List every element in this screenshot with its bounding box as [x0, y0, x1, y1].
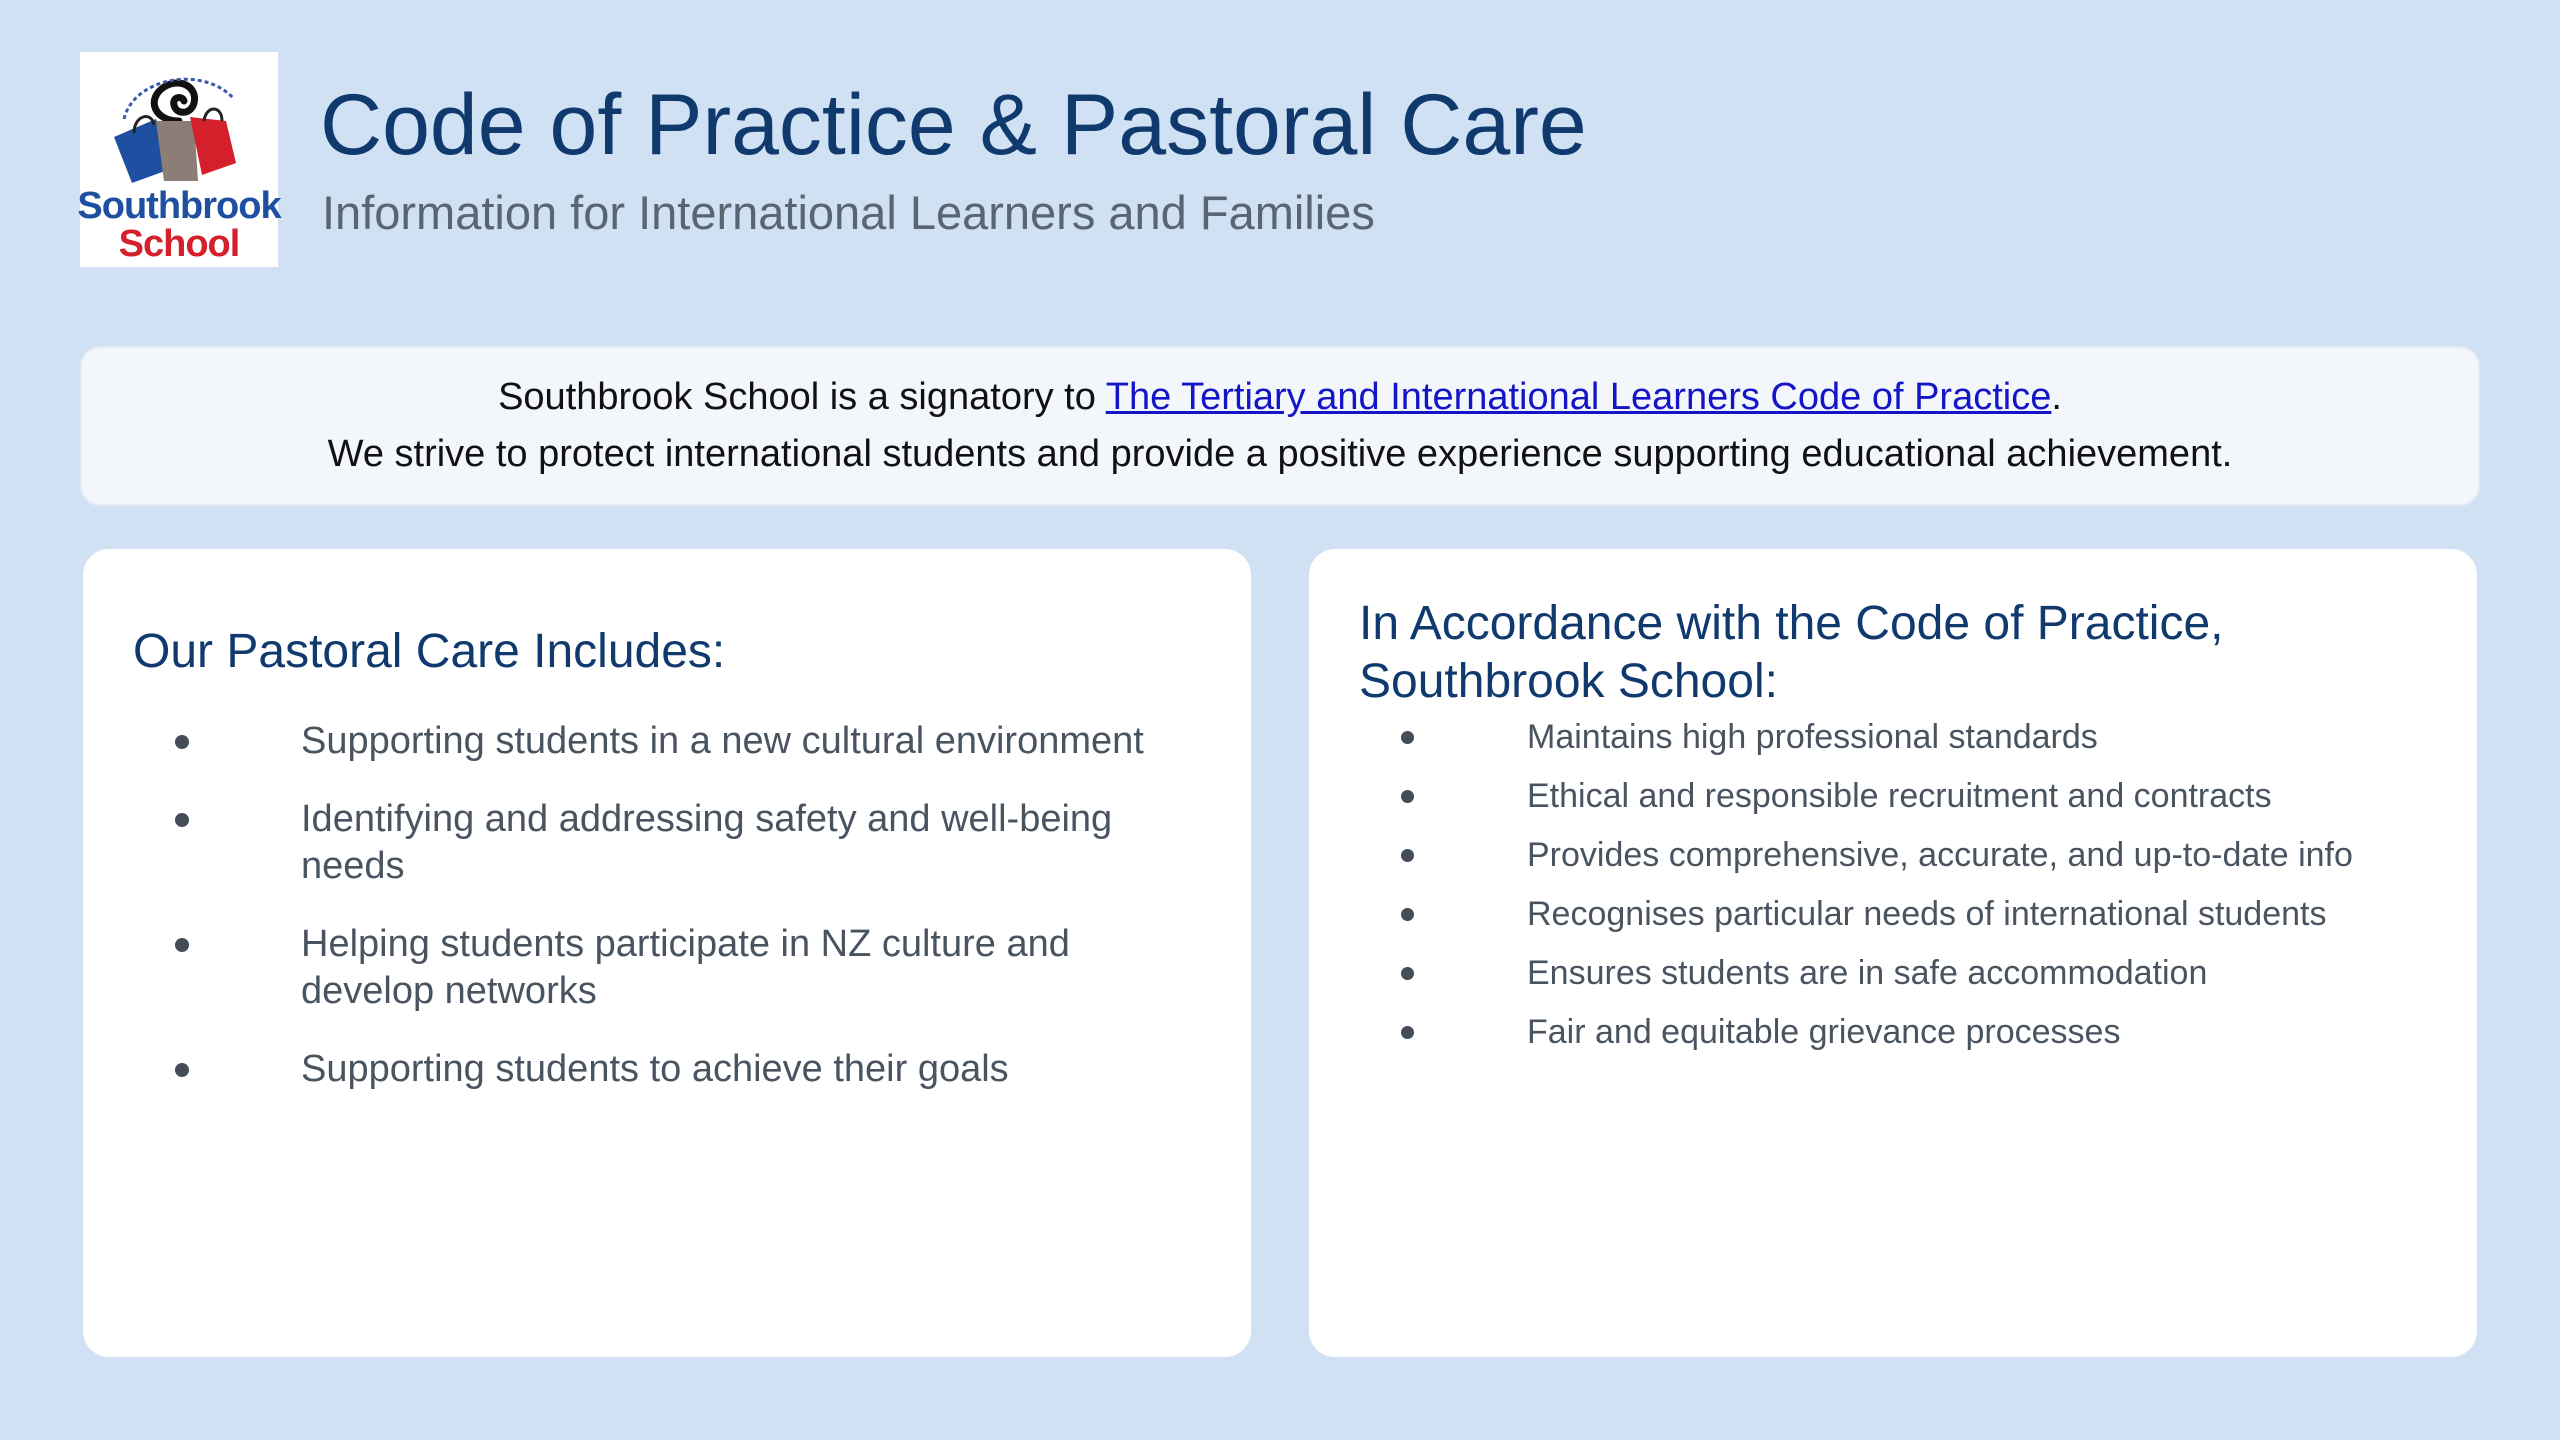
code-of-practice-heading: In Accordance with the Code of Practice, Southbrook School:: [1359, 597, 2224, 708]
intro-prefix: Southbrook School is a signatory to: [498, 376, 1106, 418]
list-item-text: Helping students participate in NZ culture and develop networks: [301, 923, 1070, 1012]
page-subtitle: Information for International Learners and Families: [322, 186, 1375, 239]
list-item: [1399, 834, 2439, 877]
bullet-icon: [1401, 731, 1414, 744]
list-item-text: Provides comprehensive, accurate, and up-to-date info: [1527, 836, 2353, 874]
pastoral-care-heading: Our Pastoral Care Includes:: [133, 625, 726, 678]
code-of-practice-link[interactable]: The Tertiary and International Learners Code of Practice: [1105, 376, 2052, 418]
list-item-text: Ensures students are in safe accommodation: [1527, 954, 2208, 992]
bullet-icon: [1401, 1026, 1414, 1039]
bullet-icon: [1401, 908, 1414, 921]
bullet-icon: [175, 1063, 189, 1077]
intro-line-2: We strive to protect international students and provide a positive experience supporting educational achievement.: [327, 433, 2233, 475]
logo-wordmark: [77, 187, 280, 263]
list-item: [1399, 775, 2439, 818]
intro-line-1: [498, 369, 2062, 426]
intro-suffix: .: [2051, 376, 2062, 418]
logo-name-line1: Southbrook: [77, 185, 281, 227]
list-item: [1399, 952, 2439, 995]
list-item-text: Maintains high professional standards: [1527, 718, 2098, 756]
list-item: [1399, 716, 2439, 759]
list-item-text: Fair and equitable grievance processes: [1527, 1013, 2121, 1051]
list-item-text: Ethical and responsible recruitment and contracts: [1527, 777, 2272, 815]
bullet-icon: [175, 938, 189, 952]
list-item-text: Supporting students to achieve their goals: [301, 1048, 1009, 1090]
pastoral-care-card: [83, 549, 1251, 1357]
school-logo: [77, 52, 281, 267]
bullet-icon: [1401, 790, 1414, 803]
list-item: [173, 1046, 1213, 1093]
logo-name-line2: School: [118, 223, 240, 265]
page-title: Code of Practice & Pastoral Care: [320, 77, 1587, 173]
list-item: [173, 718, 1213, 765]
list-item-text: Recognises particular needs of international students: [1527, 895, 2327, 933]
pastoral-care-list: [173, 718, 1213, 1124]
code-of-practice-list: [1399, 716, 2439, 1070]
list-item-text: Supporting students in a new cultural environment: [301, 720, 1144, 762]
bullet-icon: [1401, 967, 1414, 980]
bullet-icon: [175, 735, 189, 749]
list-item: [173, 921, 1213, 1015]
intro-banner: [80, 346, 2480, 506]
list-item-text: Identifying and addressing safety and well-being needs: [301, 798, 1113, 887]
logo-emblem-icon: [94, 59, 264, 187]
bullet-icon: [1401, 849, 1414, 862]
list-item: [1399, 893, 2439, 936]
list-item: [1399, 1011, 2439, 1054]
bullet-icon: [175, 813, 189, 827]
list-item: [173, 796, 1213, 890]
code-of-practice-card: [1309, 549, 2477, 1357]
